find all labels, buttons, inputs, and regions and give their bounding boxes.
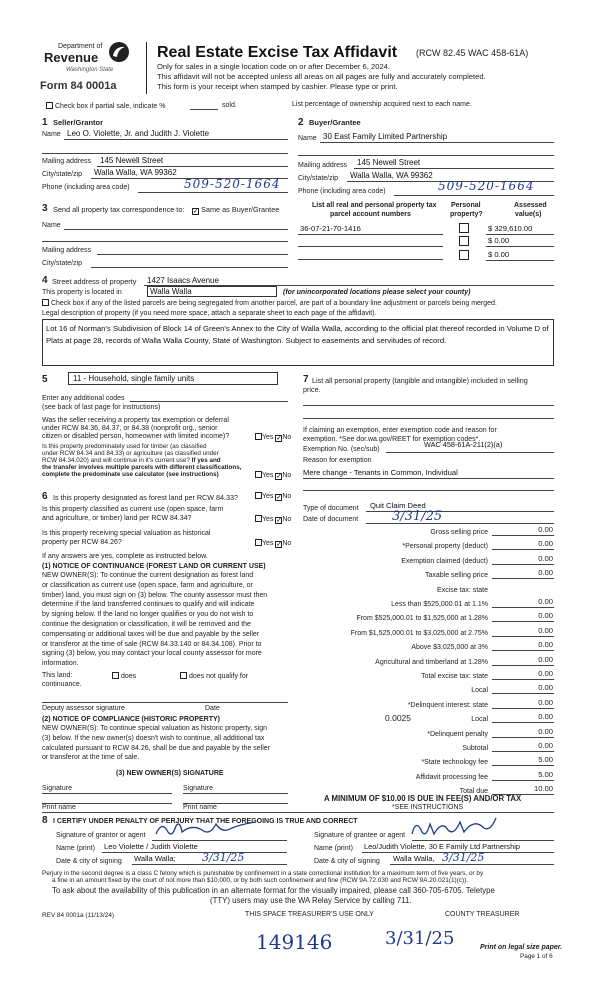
located-field[interactable]: Walla Walla [147, 286, 277, 297]
doc-date-line [366, 523, 554, 524]
tax-row-label: Local [471, 716, 488, 724]
buyer-mailing[interactable]: 145 Newell Street [357, 158, 421, 167]
personal-property-checkbox-1[interactable] [459, 223, 469, 233]
grantee-city[interactable]: Walla Walla, [393, 854, 435, 863]
tax-row-label: Exemption claimed (deduct) [401, 557, 488, 565]
forest-q2-l1: Is this property classified as current use (open space, farm [42, 506, 224, 513]
forest-q3-yes-checkbox[interactable] [255, 539, 262, 546]
forest-q2-yes-label: Yes [262, 516, 274, 523]
seller-phone-line [138, 192, 288, 193]
personal-property-checkbox-2[interactable] [459, 236, 469, 246]
tax-row-value[interactable]: 0.00 [538, 669, 553, 678]
does-label: does [120, 673, 137, 680]
dor-logo [38, 40, 146, 80]
tax-row-label: From $1,525,000.01 to $3,025,000 at 2.75% [350, 629, 488, 637]
forest-q1-no-checkbox[interactable]: ✓ [276, 495, 282, 501]
forest-heading-num: 6 [42, 491, 48, 502]
segregated-checkbox[interactable] [42, 299, 49, 306]
parcel-col1-l1: List all real and personal property tax [312, 202, 437, 209]
q2-line2: under RCW 84.34 and 84.33) or agriculture (as classified under [42, 450, 219, 457]
notice-line: compensating or additional taxes will be due and payable by the seller [42, 630, 260, 638]
treasurer-use: THIS SPACE TREASURER'S USE ONLY [245, 911, 374, 918]
owner-sig-label-2: Signature [183, 785, 213, 792]
does-not-checkbox[interactable] [180, 672, 187, 679]
assessed-line-1 [486, 234, 554, 235]
tax-row-line [492, 621, 554, 622]
seller-name[interactable]: Leo O. Violette, Jr. and Judith J. Violette [67, 129, 210, 138]
seller-mailing-label: Mailing address [42, 158, 92, 165]
tax-row-label: Affidavit processing fee [415, 773, 488, 781]
forest-q1-no-label: No [282, 493, 292, 500]
located-note: (for unincorporated locations please select your county) [283, 289, 471, 296]
q2-bold-1: If yes and [191, 457, 221, 464]
tax-row-value[interactable]: 0.00 [538, 697, 553, 707]
seller-mailing-line [97, 166, 288, 167]
notice-line: or transferor at the time of sale. [42, 754, 140, 762]
buyer-phone-label: Phone (including area code) [298, 188, 386, 195]
grantor-date[interactable]: 3/31/25 [202, 851, 245, 864]
tax-row-line [492, 722, 554, 723]
buyer-name-line2 [298, 155, 554, 156]
corr-name-label: Name [42, 222, 61, 229]
tax-row-value[interactable]: 0.00 [538, 726, 553, 736]
tax-row-line [492, 780, 554, 781]
grantor-sig-line [152, 840, 287, 841]
q1-answer [255, 433, 291, 442]
grantee-sig-label: Signature of grantee or agent [314, 832, 406, 839]
exempt-line2: exemption. *See dor.wa.gov/REET for exemption codes*. [303, 436, 481, 443]
seller-phone-label: Phone (including area code) [42, 184, 130, 191]
form-title: Real Estate Excise Tax Affidavit [157, 44, 398, 61]
additional-codes-note: (see back of last page for instructions) [42, 404, 161, 411]
pp-field-2[interactable] [303, 418, 554, 419]
tax-row-label: *Delinquent interest: state [407, 701, 488, 709]
owner-sig-line-1[interactable] [42, 793, 172, 794]
header-note-1: Only for sales in a single location code on or after December 6, 2024. [157, 62, 391, 71]
tax-row-line [492, 708, 554, 709]
tax-row-line [492, 535, 554, 536]
q1-no-label: No [282, 434, 292, 441]
street-label: Street address of property [52, 277, 137, 286]
tax-row-value[interactable]: 0.00 [538, 625, 553, 635]
same-as-buyer-label: Same as Buyer/Grantee [201, 205, 280, 214]
buyer-city[interactable]: Walla Walla, WA 99362 [350, 171, 433, 180]
additional-codes-field[interactable] [130, 401, 288, 402]
parcel-col3-l1: Assessed [514, 202, 547, 209]
pp-line2: price. [303, 385, 321, 394]
located-label: This property is located in [42, 289, 122, 296]
reason-line-2[interactable] [303, 490, 554, 491]
segregated-label: Check box if any of the listed parcels are being segregated from another parcel, are part of a boundary line adjustment or parcels being merged. [50, 300, 497, 307]
personal-property-checkbox-3[interactable] [459, 250, 469, 260]
reason-label: Reason for exemption [303, 457, 372, 464]
page-number: Page 1 of 6 [520, 953, 553, 960]
grantor-date-label: Date & city of signing [56, 858, 122, 865]
grantee-name-label: Name (print) [314, 845, 353, 852]
this-land-label: This land: [42, 672, 73, 679]
grantee-sig-line [412, 840, 554, 841]
parcel-col3-l2: value(s) [515, 211, 542, 218]
q2-bold-3: complete the predominate use calculator (see instructions) [42, 471, 219, 478]
q1-yes-label: Yes [262, 434, 274, 441]
tax-row-line [492, 737, 554, 738]
tax-row-value[interactable]: 0.00 [538, 597, 553, 606]
buyer-city-label: City/state/zip [298, 175, 339, 182]
notice3-title: (3) NEW OWNER(S) SIGNATURE [116, 770, 224, 777]
tax-row-value[interactable]: 0.00 [538, 683, 553, 693]
does-not-label: does not qualify for [188, 673, 249, 680]
corr-mailing-field[interactable] [97, 254, 288, 255]
forest-q2-yes-checkbox[interactable] [255, 515, 262, 522]
tax-row-line [492, 549, 554, 550]
tax-row-line [492, 607, 554, 608]
parcel-number-1[interactable]: 36-07-21-70-1416 [300, 224, 361, 233]
deputy-sig-line[interactable] [42, 702, 288, 703]
tax-row-value[interactable]: 5.00 [538, 769, 553, 779]
tax-row-line [492, 564, 554, 565]
deputy-sig-label: Deputy assessor signature [42, 705, 125, 712]
deputy-date-label: Date [205, 705, 220, 712]
tax-row-line [492, 693, 554, 694]
seller-phone[interactable]: 509-520-1664 [184, 177, 281, 191]
corr-heading: Send all property tax correspondence to: [53, 205, 185, 214]
state-line: Washington State [66, 67, 114, 73]
notice-line: determine if the land transferred continues to qualify and will indicate [42, 601, 255, 609]
county-treasurer: COUNTY TREASURER [445, 911, 520, 918]
does-row [112, 672, 136, 681]
corr-name-line2 [42, 241, 288, 242]
perjury-line2: a fine in an amount fixed by the court of not more than $10,000, or by both such confinement and fine (RCW 9A.72.030 and RCW 9A.20.021(1)(c)). [52, 877, 468, 884]
forest-q3-l2: property per RCW 84.26? [42, 539, 122, 546]
corr-same-row [192, 206, 279, 215]
pp-heading-num: 7 [303, 374, 309, 385]
exemption-no-line [386, 452, 554, 453]
parcel-line-1 [298, 234, 443, 235]
q1-line2: under RCW 84.36, 84.37, or 84.38 (nonprofit org., senior [42, 425, 218, 432]
doc-type-label: Type of document [303, 505, 359, 512]
forest-q2-no-checkbox[interactable]: ✓ [276, 518, 282, 524]
tax-row-label: Local [471, 687, 488, 695]
notice-line: signing (3) below, you may contact your local county assessor for more [42, 650, 262, 658]
assessed-line-3 [486, 260, 554, 261]
notice-line: information. [42, 660, 79, 668]
perjury-line1: Perjury in the second degree is a class C felony which is punishable by confinement in a state correctional institution for a maximum term of five years, or by [42, 870, 484, 877]
tax-row-value[interactable]: 0.00 [538, 712, 553, 722]
tax-row-label: *Personal property (deduct) [402, 543, 488, 551]
grantee-date-line [390, 864, 554, 865]
q2-bold-2: the transfer involves multiple parcels with different classifications, [42, 464, 242, 471]
tax-row-label: Total excise tax: state [421, 673, 488, 680]
see-instructions: *SEE INSTRUCTIONS [392, 804, 464, 811]
parcel-line-3[interactable] [298, 259, 443, 260]
buyer-name[interactable]: 30 East Family Limited Partnership [323, 132, 448, 141]
q2-no-label: No [282, 472, 292, 479]
tax-row-label: From $525,000.01 to $1,525,000 at 1.28% [356, 615, 488, 623]
partial-sale-checkbox[interactable] [46, 102, 53, 109]
tax-row-value[interactable]: 0.00 [538, 539, 553, 549]
notice1-title: (1) NOTICE OF CONTINUANCE (FOREST LAND OR CURRENT USE) [42, 563, 266, 570]
cert-heading: I CERTIFY UNDER PENALTY OF PERJURY THAT THE FOREGOING IS TRUE AND CORRECT [53, 818, 358, 825]
legal-label: Legal description of property (if you need more space, attach a separate sheet to each page of the affidavit). [42, 310, 377, 317]
notice2-title: (2) NOTICE OF COMPLIANCE (HISTORIC PROPERTY) [42, 716, 220, 723]
tax-row-label: Agricultural and timberland at 1.28% [375, 658, 488, 666]
form-number: Form 84 0001a [40, 80, 117, 92]
header-note-2: This affidavit will not be accepted unless all areas on all pages are fully and accurately completed. [157, 72, 486, 81]
tax-row-label: Less than $525,000.01 at 1.1% [391, 601, 488, 608]
grantor-city[interactable]: Walla Walla; [134, 854, 176, 863]
forest-q3-no-checkbox[interactable]: ✓ [276, 542, 282, 548]
dept-line2: Revenue [44, 50, 99, 65]
owner-print-label-1: Print name [42, 804, 76, 811]
cert-heading-num: 8 [42, 815, 48, 826]
forest-q3-answer [255, 539, 291, 548]
q2-yes-checkbox[interactable] [255, 471, 262, 478]
stamp-number: 149146 [256, 930, 333, 954]
q2-yes-label: Yes [262, 472, 274, 479]
land-use-heading-num: 5 [42, 374, 48, 385]
q1-yes-checkbox[interactable] [255, 433, 262, 440]
forest-q1-answer [255, 492, 291, 501]
doc-date[interactable]: 3/31/25 [392, 509, 443, 524]
forest-q2-answer [255, 515, 291, 524]
alt-format-line1: To ask about the availability of this publication in an alternate format for the visually impaired, please call 360-705-6705. Teletype [52, 886, 495, 895]
minimum-notice: A MINIMUM OF $10.00 IS DUE IN FEE(S) AND/OR TAX [324, 794, 522, 803]
header-note-3: This form is your receipt when stamped by cashier. Please type or print. [157, 82, 398, 91]
exempt-line1: If claiming an exemption, enter exemption code and reason for [303, 427, 497, 434]
exemption-no-label: Exemption No. (sec/sub) [303, 446, 380, 453]
tax-row-label: *Delinquent penalty [427, 730, 488, 738]
revenue-logo-icon [108, 41, 130, 63]
grantor-signature[interactable] [152, 818, 262, 840]
forest-q2-no-label: No [282, 516, 292, 523]
q2-line3-text: RCW 84.34.020) and will continue in it's current use? [42, 457, 190, 464]
tax-row-value[interactable]: 0.00 [538, 640, 553, 650]
exemption-reason[interactable]: Mere change - Tenants in Common, Individual [303, 468, 458, 477]
grantor-name[interactable]: Leo Violette / Judith Violette [104, 842, 198, 851]
parcel-line-2[interactable] [298, 246, 443, 247]
assessed-value-3[interactable]: $ 0.00 [488, 250, 510, 259]
q1-line3: citizen or disabled person, homeowner with limited income)? [42, 433, 230, 440]
assessed-value-2[interactable]: $ 0.00 [488, 236, 510, 245]
q1-no-checkbox[interactable]: ✓ [276, 436, 282, 442]
dept-line1: Department of [58, 43, 103, 50]
tax-row-label: Excise tax: state [437, 586, 488, 594]
segregated-row [42, 299, 497, 308]
grantee-signature[interactable] [408, 814, 498, 840]
ownership-label: List percentage of ownership acquired next to each name. [292, 101, 472, 108]
buyer-heading-num: 2 [298, 117, 304, 128]
doc-date-label: Date of document [303, 516, 359, 523]
buyer-mailing-label: Mailing address [298, 162, 348, 169]
corr-city-label: City/state/zip [42, 260, 83, 267]
buyer-phone-line [394, 195, 554, 196]
notice-line: continue the designation or classification, it will be removed and the [42, 621, 251, 628]
tax-row-value[interactable]: 0.00 [538, 568, 553, 578]
forest-q2-l2: and agriculture, or timber) land per RCW 84.34? [42, 515, 192, 522]
notice-line: or transferor at the time of sale (RCW 84.33.140 or 84.34.108). Prior to [42, 640, 262, 648]
tax-row-line [492, 578, 554, 579]
seller-city[interactable]: Walla Walla, WA 99362 [94, 168, 177, 177]
tax-row-value[interactable]: 0.00 [538, 654, 553, 664]
sold-label: sold. [222, 102, 237, 109]
tax-row-value[interactable]: 0.00 [538, 611, 553, 621]
reason-line [303, 478, 554, 479]
tax-row-line [492, 665, 554, 666]
notice-line: calculated pursuant to RCW 84.26, shall be due and payable by the seller [42, 744, 271, 752]
buyer-name-label: Name [298, 135, 317, 142]
assessed-value-1[interactable]: $ 329,610.00 [488, 224, 533, 233]
legal-description: Lot 16 of Norman's Subdivision of Block 14 of Green's Annex to the City of Walla Walla, according to the official plat thereof recorded in Volume D of Plats at page 28, records of Walla Walla County, State of Washington. Subject to easements and servitudes of record. [46, 324, 549, 345]
tax-row-label: Taxable selling price [424, 572, 488, 580]
pp-line1: List all personal property (tangible and intangible) included in selling [312, 376, 528, 385]
tax-row-label: Total due [459, 788, 488, 796]
corr-heading-num: 3 [42, 203, 48, 214]
owner-sig-line-2[interactable] [183, 793, 288, 794]
tax-row-line [492, 751, 554, 752]
parcel-col2-l2: property? [450, 211, 483, 218]
same-as-buyer-checkbox[interactable]: ✓ [193, 209, 199, 215]
notice-line: NEW OWNER(S): To continue the current designation as forest land [42, 572, 254, 579]
continuance-label: continuance. [42, 681, 82, 688]
forest-q1-yes-checkbox[interactable] [255, 492, 262, 499]
tax-row-value[interactable]: 10.00 [533, 784, 553, 794]
header-divider [146, 42, 147, 94]
tax-row-label: Subtotal [462, 745, 488, 752]
buyer-mailing-line [354, 168, 554, 169]
notice-line: NEW OWNER(S): To continue special valuation as historic property, sign [42, 725, 267, 732]
tax-row-label: Above $3,025,000 at 3% [411, 644, 488, 652]
grantor-name-label: Name (print) [56, 845, 95, 852]
forest-q3-no-label: No [282, 540, 292, 547]
grantor-name-line [102, 852, 287, 853]
property-heading-num: 4 [42, 275, 48, 286]
assessed-line-2 [486, 246, 554, 247]
tax-row-value[interactable]: 0.00 [538, 741, 553, 750]
cert-top-line [42, 812, 554, 813]
q2-no-checkbox[interactable]: ✓ [276, 474, 282, 480]
forest-q3-yes-label: Yes [262, 540, 274, 547]
seller-heading-num: 1 [42, 117, 48, 128]
q2-answer [255, 471, 291, 480]
owner-print-label-2: Print name [183, 804, 217, 811]
street-address[interactable]: 1427 Isaacs Avenue [147, 276, 219, 285]
seller-mailing[interactable]: 145 Newell Street [100, 156, 164, 165]
seller-name-label: Name [42, 131, 61, 138]
owner-sig-label-1: Signature [42, 785, 72, 792]
partial-sale-row [46, 102, 165, 111]
grantee-date[interactable]: 3/31/25 [442, 851, 485, 864]
tax-row-line [492, 636, 554, 637]
stamp-date: 3/31/25 [385, 928, 455, 949]
notice-line: by signing below. If the land no longer qualifies or you do not wish to [42, 611, 254, 619]
corr-mailing-label: Mailing address [42, 247, 92, 254]
tax-row-line [492, 679, 554, 680]
form-title-ref: (RCW 82.45 WAC 458-61A) [416, 48, 529, 58]
does-checkbox[interactable] [112, 672, 119, 679]
does-not-row [180, 672, 248, 681]
notice-line: timber) land, you must sign on (3) below. The county assessor must then [42, 591, 268, 599]
tax-row-value[interactable]: 0.00 [538, 525, 553, 534]
parcel-col2-l1: Personal [451, 202, 481, 209]
doc-type[interactable]: Quit Claim Deed [370, 501, 426, 510]
local-rate: 0.0025 [385, 713, 411, 723]
grantor-sig-label: Signature of grantor or agent [56, 832, 146, 839]
partial-percent-field[interactable] [190, 109, 218, 110]
legal-paper-note: Print on legal size paper. [480, 944, 563, 951]
seller-heading: Seller/Grantor [53, 118, 104, 127]
exemption-no[interactable]: WAC 458-61A-211(2)(a) [424, 440, 503, 449]
corr-name-field[interactable] [64, 229, 288, 230]
seller-name-line [64, 139, 288, 140]
rev-number: REV 84 0001a (11/13/24) [42, 912, 115, 919]
partial-sale-label: Check box if partial sale, indicate % [54, 103, 166, 110]
forest-q1: Is this property designated as forest land per RCW 84.33? [53, 493, 238, 502]
q2-line1: Is this property predominately used for timber (as classified [42, 443, 207, 450]
notice-line: (3) below. If the new owner(s) doesn't wish to continue, all additional tax [42, 734, 265, 742]
tax-row-label: Gross selling price [430, 529, 488, 536]
tax-row-value[interactable]: 5.00 [538, 755, 553, 765]
additional-codes-label: Enter any additional codes [42, 395, 125, 402]
parcel-col1-l2: parcel account numbers [330, 211, 411, 218]
grantee-name[interactable]: Leo/Judith Violette, 30 E Family Ltd Partnership [364, 842, 520, 851]
corr-city-field[interactable] [91, 267, 288, 268]
tax-row-line [492, 650, 554, 651]
if-yes-label: If any answers are yes, complete as instructed below. [42, 553, 208, 560]
notice-line: or classification as current use (open space, farm and agriculture, or [42, 581, 253, 589]
land-use-code-field[interactable]: 11 - Household, single family units [68, 372, 278, 385]
grantor-date-line [132, 864, 287, 865]
seller-city-label: City/state/zip [42, 171, 83, 178]
legal-description-box[interactable] [42, 319, 554, 366]
forest-q3-l1: Is this property receiving special valuation as historical [42, 530, 211, 537]
alt-format-line2: (TTY) users may use the WA Relay Service by calling 711. [210, 896, 412, 905]
tax-row-label: *State technology fee [421, 759, 488, 767]
q1-line1: Was the seller receiving a property tax exemption or deferral [42, 417, 229, 424]
tax-row-line [492, 765, 554, 766]
tax-row-value[interactable]: 0.00 [538, 553, 553, 563]
buyer-heading: Buyer/Grantee [309, 118, 361, 127]
buyer-phone[interactable]: 509-520-1664 [438, 179, 535, 193]
buyer-name-line [320, 142, 554, 143]
pp-field-1[interactable] [303, 405, 554, 406]
forest-q1-yes-label: Yes [262, 493, 274, 500]
grantee-date-label: Date & city of signing [314, 858, 380, 865]
seller-name-line2 [42, 153, 288, 154]
